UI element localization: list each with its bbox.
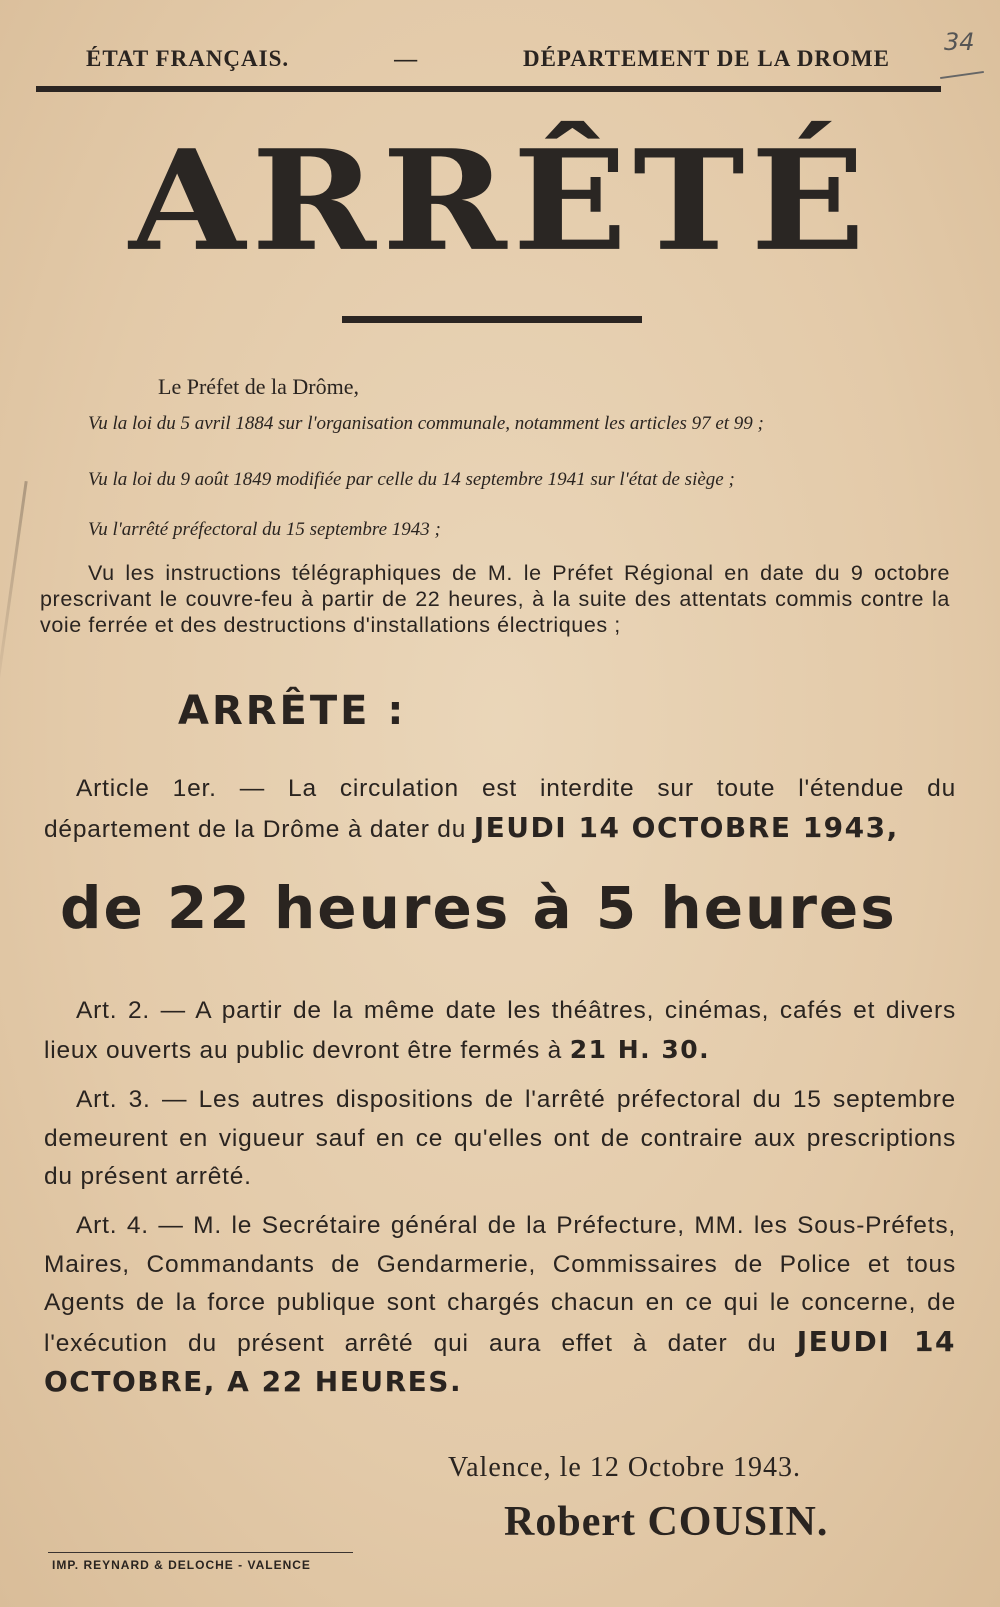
header-rule <box>36 86 941 92</box>
poster-header <box>38 46 938 72</box>
printer-imprint: IMP. REYNARD & DELOCHE - VALENCE <box>52 1558 311 1572</box>
article-3-label: Art. 3. <box>76 1086 151 1113</box>
article-2-text: — A partir de la même date les théâtres, cinémas, cafés et divers lieux ouverts au public devront être fermés à <box>44 997 956 1064</box>
article-3-text: — Les autres dispositions de l'arrêté préfectoral du 15 septembre demeurent en vigueur sauf en ce qu'elles ont de contraire aux prescriptions du présent arrêté. <box>44 1086 956 1190</box>
curfew-hours: de 22 heures à 5 heures <box>60 874 897 942</box>
article-4 <box>44 1207 956 1404</box>
prefect-line: Le Préfet de la Drôme, <box>158 374 359 399</box>
paper-tear <box>0 481 28 719</box>
article-2-label: Art. 2. <box>76 997 151 1024</box>
printer-rule <box>48 1552 353 1553</box>
article-2 <box>44 992 956 1070</box>
article-4-date: JEUDI 14 OCTOBRE, A 22 HEURES. <box>44 1324 957 1398</box>
archive-reference-number: 34 <box>944 28 975 56</box>
place-and-date: Valence, le 12 Octobre 1943. <box>448 1452 801 1483</box>
consideration-3: Vu l'arrêté préfectoral du 15 septembre 1943 ; <box>88 519 441 540</box>
signature-name: Robert COUSIN. <box>504 1499 829 1545</box>
consideration-1: Vu la loi du 5 avril 1884 sur l'organisation communale, notamment les articles 97 et 99 ; <box>88 413 764 434</box>
page-title: ARRÊTÉ <box>129 120 871 282</box>
article-4-text: — M. le Secrétaire général de la Préfecture, MM. les Sous-Préfets, Maires, Commandants de Gendarmerie, Commissaires de Police et tous Agents de la force publique sont chargés chacun en ce qui le concerne, de l'exécution du présent arrêté qui aura effet à dater du <box>44 1212 956 1357</box>
header-dash: — <box>394 46 419 71</box>
article-1-text: — La circulation est interdite sur toute l'étendue du département de la Drôme à dater du <box>44 775 957 843</box>
article-2-time: 21 H. 30. <box>569 1034 711 1064</box>
header-state: ÉTAT FRANÇAIS. <box>86 46 290 71</box>
article-1-date: JEUDI 14 OCTOBRE 1943, <box>473 810 899 844</box>
article-1 <box>44 770 956 849</box>
reference-underline <box>940 71 984 79</box>
article-1-label: Article 1er. <box>76 775 217 802</box>
title-rule <box>342 316 642 323</box>
header-department: DÉPARTEMENT DE LA DROME <box>522 46 890 71</box>
consideration-2: Vu la loi du 9 août 1849 modifiée par celle du 14 septembre 1941 sur l'état de siège ; <box>88 469 735 490</box>
article-3 <box>44 1081 956 1197</box>
consideration-telegraph: Vu les instructions télégraphiques de M. le Préfet Régional en date du 9 octobre prescrivant le couvre-feu à partir de 22 heures, à la suite des attentats commis contre la voie ferrée et des destructions d'installations électriques ; <box>40 561 950 637</box>
article-4-label: Art. 4. <box>76 1212 149 1239</box>
decree-heading: ARRÊTE : <box>178 688 407 734</box>
